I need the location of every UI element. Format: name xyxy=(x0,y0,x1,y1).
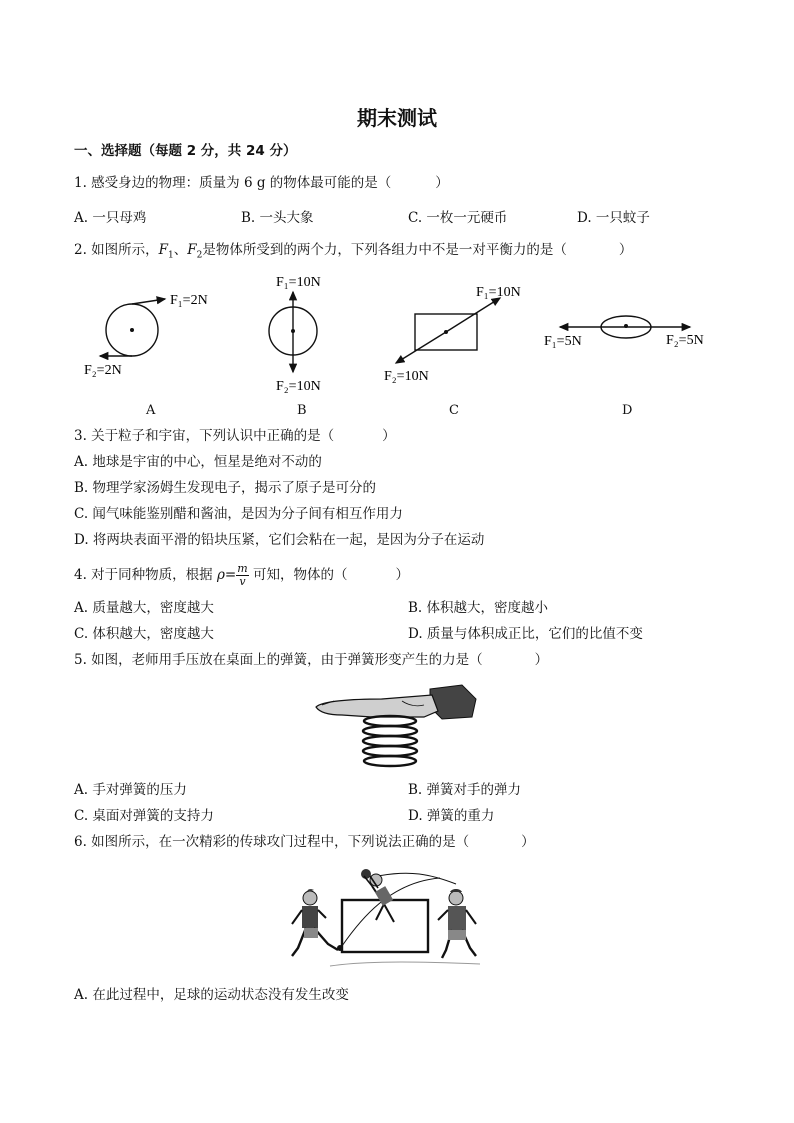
figure-c-f1: F₁=10N xyxy=(476,285,521,300)
question-1: 1. 感受身边的物理：质量为 6 g 的物体最可能的是（ ） xyxy=(74,175,449,191)
question-4: 4. 对于同种物质，根据 ρ= $\frac{m}{v}$ 可知，物体的（ ） xyxy=(74,562,409,588)
figure-c-f2: F₂=10N xyxy=(384,369,429,384)
hand-spring-illustration xyxy=(312,681,482,775)
figure-a xyxy=(84,293,208,378)
q1-option-d: D. 一只蚊子 xyxy=(577,210,650,226)
q5-option-b: B. 弹簧对手的弹力 xyxy=(408,782,522,798)
figure-d xyxy=(544,316,704,349)
q5-option-c: C. 桌面对弹簧的支持力 xyxy=(74,808,214,824)
q5-option-d: D. 弹簧的重力 xyxy=(408,808,495,824)
question-6: 6. 如图所示，在一次精彩的传球攻门过程中，下列说法正确的是（ ） xyxy=(74,834,535,850)
figure-a-f2: F₂=2N xyxy=(84,363,122,378)
q6-option-a: A. 在此过程中，足球的运动状态没有发生改变 xyxy=(74,987,349,1003)
density-formula: ρ= xyxy=(216,567,237,583)
q4-option-c: C. 体积越大，密度越大 xyxy=(74,626,214,642)
page-title: 期末测试 xyxy=(357,106,437,130)
figure-b-f2: F₂=10N xyxy=(276,379,321,394)
q3-option-d: D. 将两块表面平滑的铅块压紧，它们会粘在一起，是因为分子在运动 xyxy=(74,532,485,548)
q3-option-a: A. 地球是宇宙的中心，恒星是绝对不动的 xyxy=(74,454,322,470)
figure-b-f1: F₁=10N xyxy=(276,275,321,290)
figure-b xyxy=(269,275,321,394)
q3-option-b: B. 物理学家汤姆生发现电子，揭示了原子是可分的 xyxy=(74,480,377,496)
caption-d: D xyxy=(622,403,633,418)
caption-a: A xyxy=(146,403,156,418)
caption-b: B xyxy=(297,403,307,418)
question-2: 2. 如图所示，$F_1$、$F_2$是物体所受到的两个力，下列各组力中不是一对平衡力的是（ ） xyxy=(74,242,633,261)
formula-fraction: $\frac{m}{v}$ xyxy=(237,562,248,588)
question-5: 5. 如图，老师用手压放在桌面上的弹簧，由于弹簧形变产生的力是（ ） xyxy=(74,652,549,668)
q4-option-d: D. 质量与体积成正比，它们的比值不变 xyxy=(408,626,643,642)
figure-a-f1: F₁=2N xyxy=(170,293,208,308)
soccer-illustration xyxy=(280,862,506,974)
q4-option-a: A. 质量越大，密度越大 xyxy=(74,600,214,616)
figure-d-f1: F₁=5N xyxy=(544,334,582,349)
q1-option-a: A. 一只母鸡 xyxy=(74,210,147,226)
q1-option-c: C. 一枚一元硬币 xyxy=(408,210,508,226)
q3-option-c: C. 闻气味能鉴别醋和酱油，是因为分子间有相互作用力 xyxy=(74,506,403,522)
q4-option-b: B. 体积越大，密度越小 xyxy=(408,600,549,616)
figure-d-f2: F₂=5N xyxy=(666,333,704,348)
question-3: 3. 关于粒子和宇宙，下列认识中正确的是（ ） xyxy=(74,428,396,444)
section-heading: 一、选择题（每题 2 分，共 24 分） xyxy=(74,143,297,159)
q1-option-b: B. 一头大象 xyxy=(241,210,314,226)
force-diagrams xyxy=(70,268,730,398)
caption-c: C xyxy=(449,403,459,418)
question-1-stem: 1. 感受身边的物理：质量为 6 g 的物体最可能的是（ xyxy=(74,175,392,191)
figure-c xyxy=(384,285,521,384)
q5-option-a: A. 手对弹簧的压力 xyxy=(74,782,187,798)
